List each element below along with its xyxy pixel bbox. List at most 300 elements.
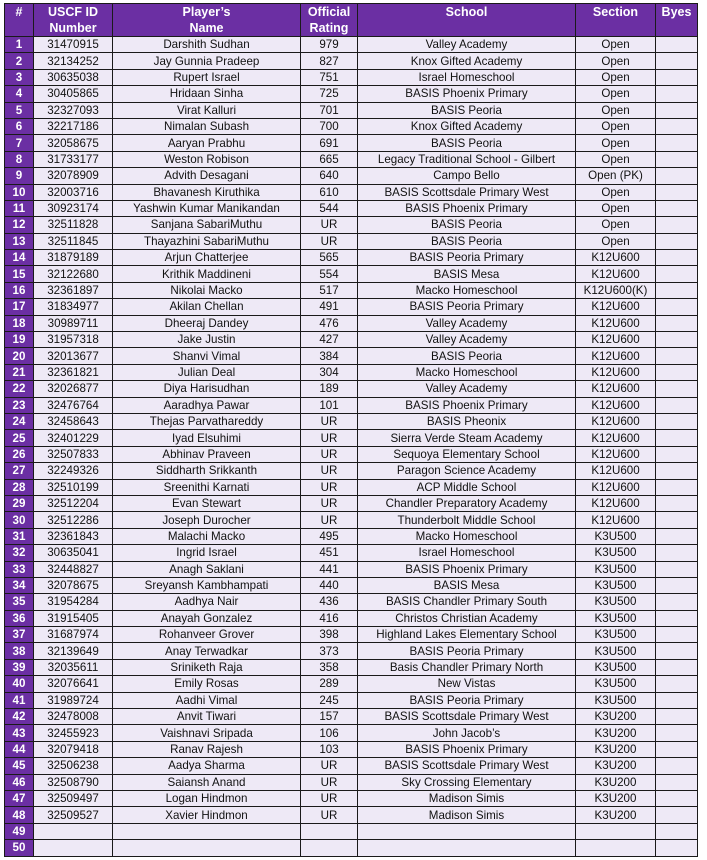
cell-uscf-id: 31957318 bbox=[34, 332, 113, 348]
cell-row-number: 12 bbox=[5, 217, 34, 233]
table-row bbox=[5, 299, 698, 315]
cell-section: K12U600 bbox=[576, 315, 656, 331]
cell-player-name: Nikolai Macko bbox=[113, 282, 301, 298]
cell-uscf-id: 31733177 bbox=[34, 151, 113, 167]
cell-rating: 358 bbox=[301, 659, 358, 675]
cell-byes bbox=[656, 479, 698, 495]
cell-row-number: 30 bbox=[5, 512, 34, 528]
cell-section: K3U500 bbox=[576, 528, 656, 544]
cell-section: K3U200 bbox=[576, 741, 656, 757]
header-section-text: Section bbox=[592, 5, 639, 19]
cell-row-number: 35 bbox=[5, 594, 34, 610]
cell-row-number: 11 bbox=[5, 200, 34, 216]
table-row bbox=[5, 725, 698, 741]
cell-school: Valley Academy bbox=[358, 381, 576, 397]
cell-player-name: Rupert Israel bbox=[113, 69, 301, 85]
cell-row-number: 2 bbox=[5, 53, 34, 69]
cell-row-number: 49 bbox=[5, 823, 34, 839]
header-rating-line2: Rating bbox=[309, 21, 349, 35]
table-row bbox=[5, 463, 698, 479]
cell-byes bbox=[656, 807, 698, 823]
cell-uscf-id: 32476764 bbox=[34, 397, 113, 413]
cell-uscf-id: 32327093 bbox=[34, 102, 113, 118]
cell-section: K12U600 bbox=[576, 430, 656, 446]
cell-row-number: 5 bbox=[5, 102, 34, 118]
table-row bbox=[5, 528, 698, 544]
cell-section: K3U200 bbox=[576, 807, 656, 823]
cell-player-name: Shanvi Vimal bbox=[113, 348, 301, 364]
cell-player-name: Dheeraj Dandey bbox=[113, 315, 301, 331]
cell-player-name: Thejas Parvathareddy bbox=[113, 413, 301, 429]
cell-row-number: 38 bbox=[5, 643, 34, 659]
cell-byes bbox=[656, 758, 698, 774]
player-roster-table bbox=[4, 3, 698, 857]
header-school bbox=[358, 4, 576, 37]
cell-rating: UR bbox=[301, 479, 358, 495]
cell-section: Open bbox=[576, 217, 656, 233]
cell-uscf-id: 32478008 bbox=[34, 709, 113, 725]
table-row bbox=[5, 495, 698, 511]
cell-rating: UR bbox=[301, 774, 358, 790]
cell-player-name: Anay Terwadkar bbox=[113, 643, 301, 659]
cell-row-number: 26 bbox=[5, 446, 34, 462]
cell-section: K3U500 bbox=[576, 610, 656, 626]
cell-uscf-id: 30635041 bbox=[34, 545, 113, 561]
cell-school: BASIS Mesa bbox=[358, 266, 576, 282]
cell-school: Sequoya Elementary School bbox=[358, 446, 576, 462]
cell-rating: 691 bbox=[301, 135, 358, 151]
cell-school: Basis Chandler Primary North bbox=[358, 659, 576, 675]
cell-uscf-id: 32026877 bbox=[34, 381, 113, 397]
cell-byes bbox=[656, 282, 698, 298]
cell-school: BASIS Scottsdale Primary West bbox=[358, 184, 576, 200]
cell-section: K12U600 bbox=[576, 397, 656, 413]
cell-school: BASIS Peoria bbox=[358, 135, 576, 151]
cell-school: Macko Homeschool bbox=[358, 282, 576, 298]
cell-row-number: 44 bbox=[5, 741, 34, 757]
cell-school: BASIS Peoria Primary bbox=[358, 692, 576, 708]
cell-player-name: Hridaan Sinha bbox=[113, 86, 301, 102]
header-byes bbox=[656, 4, 698, 37]
cell-byes bbox=[656, 168, 698, 184]
cell-uscf-id: 32511828 bbox=[34, 217, 113, 233]
cell-uscf-id: 32509527 bbox=[34, 807, 113, 823]
cell-section: K12U600 bbox=[576, 348, 656, 364]
cell-player-name: Aaradhya Pawar bbox=[113, 397, 301, 413]
cell-section: K12U600 bbox=[576, 413, 656, 429]
cell-uscf-id bbox=[34, 823, 113, 839]
cell-uscf-id bbox=[34, 840, 113, 856]
cell-byes bbox=[656, 299, 698, 315]
cell-section: Open bbox=[576, 118, 656, 134]
cell-byes bbox=[656, 463, 698, 479]
cell-player-name: Sreenithi Karnati bbox=[113, 479, 301, 495]
cell-byes bbox=[656, 790, 698, 806]
table-row bbox=[5, 823, 698, 839]
cell-rating: 373 bbox=[301, 643, 358, 659]
cell-row-number: 31 bbox=[5, 528, 34, 544]
cell-player-name: Aadhya Nair bbox=[113, 594, 301, 610]
cell-row-number: 39 bbox=[5, 659, 34, 675]
cell-school: BASIS Phoenix Primary bbox=[358, 561, 576, 577]
table-row bbox=[5, 102, 698, 118]
cell-row-number: 46 bbox=[5, 774, 34, 790]
header-uscf-line2: Number bbox=[49, 21, 97, 35]
cell-player-name: Krithik Maddineni bbox=[113, 266, 301, 282]
cell-uscf-id: 31834977 bbox=[34, 299, 113, 315]
cell-section: K12U600 bbox=[576, 299, 656, 315]
header-num-text: # bbox=[15, 5, 23, 19]
cell-rating: 491 bbox=[301, 299, 358, 315]
cell-uscf-id: 30405865 bbox=[34, 86, 113, 102]
cell-section: Open bbox=[576, 184, 656, 200]
cell-school: Chandler Preparatory Academy bbox=[358, 495, 576, 511]
cell-section: Open bbox=[576, 69, 656, 85]
cell-section: K3U200 bbox=[576, 790, 656, 806]
cell-section: K3U500 bbox=[576, 627, 656, 643]
cell-byes bbox=[656, 135, 698, 151]
cell-player-name: Virat Kalluri bbox=[113, 102, 301, 118]
cell-rating: 304 bbox=[301, 364, 358, 380]
table-row bbox=[5, 512, 698, 528]
cell-section: K12U600 bbox=[576, 364, 656, 380]
cell-uscf-id: 32078909 bbox=[34, 168, 113, 184]
cell-player-name: Nimalan Subash bbox=[113, 118, 301, 134]
cell-player-name bbox=[113, 840, 301, 856]
cell-row-number: 48 bbox=[5, 807, 34, 823]
cell-uscf-id: 32506238 bbox=[34, 758, 113, 774]
table-row bbox=[5, 709, 698, 725]
cell-uscf-id: 32508790 bbox=[34, 774, 113, 790]
cell-player-name: Sriniketh Raja bbox=[113, 659, 301, 675]
cell-player-name: Saiansh Anand bbox=[113, 774, 301, 790]
cell-school: BASIS Peoria bbox=[358, 102, 576, 118]
cell-uscf-id: 32035611 bbox=[34, 659, 113, 675]
cell-byes bbox=[656, 840, 698, 856]
cell-rating: 554 bbox=[301, 266, 358, 282]
table-row bbox=[5, 659, 698, 675]
cell-uscf-id: 31954284 bbox=[34, 594, 113, 610]
cell-byes bbox=[656, 397, 698, 413]
header-section bbox=[576, 4, 656, 37]
cell-school: Knox Gifted Academy bbox=[358, 53, 576, 69]
cell-rating: 517 bbox=[301, 282, 358, 298]
cell-section: Open (PK) bbox=[576, 168, 656, 184]
cell-school: Israel Homeschool bbox=[358, 545, 576, 561]
cell-row-number: 34 bbox=[5, 577, 34, 593]
cell-row-number: 32 bbox=[5, 545, 34, 561]
cell-school: ACP Middle School bbox=[358, 479, 576, 495]
cell-uscf-id: 32134252 bbox=[34, 53, 113, 69]
cell-rating: 106 bbox=[301, 725, 358, 741]
cell-player-name: Diya Harisudhan bbox=[113, 381, 301, 397]
cell-byes bbox=[656, 725, 698, 741]
table-row bbox=[5, 37, 698, 53]
cell-row-number: 20 bbox=[5, 348, 34, 364]
cell-byes bbox=[656, 381, 698, 397]
cell-uscf-id: 32013677 bbox=[34, 348, 113, 364]
header-row bbox=[5, 4, 698, 37]
cell-row-number: 22 bbox=[5, 381, 34, 397]
cell-player-name: Vaishnavi Sripada bbox=[113, 725, 301, 741]
cell-player-name: Darshith Sudhan bbox=[113, 37, 301, 53]
cell-school: Paragon Science Academy bbox=[358, 463, 576, 479]
cell-school: BASIS Chandler Primary South bbox=[358, 594, 576, 610]
cell-byes bbox=[656, 692, 698, 708]
cell-school: Madison Simis bbox=[358, 807, 576, 823]
table-row bbox=[5, 118, 698, 134]
table-row bbox=[5, 381, 698, 397]
cell-rating bbox=[301, 840, 358, 856]
cell-section: K12U600 bbox=[576, 381, 656, 397]
cell-rating: 451 bbox=[301, 545, 358, 561]
table-row bbox=[5, 86, 698, 102]
cell-row-number: 33 bbox=[5, 561, 34, 577]
cell-uscf-id: 31879189 bbox=[34, 250, 113, 266]
cell-section: K12U600 bbox=[576, 250, 656, 266]
cell-rating: 436 bbox=[301, 594, 358, 610]
cell-byes bbox=[656, 676, 698, 692]
cell-rating: 979 bbox=[301, 37, 358, 53]
cell-uscf-id: 32511845 bbox=[34, 233, 113, 249]
cell-byes bbox=[656, 495, 698, 511]
cell-player-name: Evan Stewart bbox=[113, 495, 301, 511]
cell-byes bbox=[656, 577, 698, 593]
cell-section: K12U600 bbox=[576, 495, 656, 511]
header-name-line2: Name bbox=[189, 21, 224, 35]
header-player-name bbox=[113, 4, 301, 37]
table-row bbox=[5, 413, 698, 429]
cell-uscf-id: 32361821 bbox=[34, 364, 113, 380]
cell-player-name: Anagh Saklani bbox=[113, 561, 301, 577]
cell-school: BASIS Phoenix Primary bbox=[358, 741, 576, 757]
cell-school: BASIS Phoenix Primary bbox=[358, 86, 576, 102]
cell-rating: 101 bbox=[301, 397, 358, 413]
cell-school: BASIS Peoria Primary bbox=[358, 643, 576, 659]
table-row bbox=[5, 545, 698, 561]
cell-school: BASIS Peoria bbox=[358, 233, 576, 249]
cell-row-number: 27 bbox=[5, 463, 34, 479]
header-name-line1: Player’s bbox=[182, 5, 231, 19]
cell-school: BASIS Peoria bbox=[358, 217, 576, 233]
cell-player-name: Emily Rosas bbox=[113, 676, 301, 692]
cell-section: K12U600 bbox=[576, 479, 656, 495]
table-row bbox=[5, 577, 698, 593]
cell-uscf-id: 32078675 bbox=[34, 577, 113, 593]
cell-row-number: 42 bbox=[5, 709, 34, 725]
cell-school: BASIS Peoria bbox=[358, 348, 576, 364]
cell-uscf-id: 30635038 bbox=[34, 69, 113, 85]
cell-rating: UR bbox=[301, 807, 358, 823]
cell-section: K3U200 bbox=[576, 758, 656, 774]
cell-byes bbox=[656, 217, 698, 233]
cell-byes bbox=[656, 774, 698, 790]
cell-section: K3U200 bbox=[576, 709, 656, 725]
cell-section: K12U600 bbox=[576, 332, 656, 348]
cell-school: Knox Gifted Academy bbox=[358, 118, 576, 134]
cell-player-name: Weston Robison bbox=[113, 151, 301, 167]
table-row bbox=[5, 643, 698, 659]
cell-player-name: Malachi Macko bbox=[113, 528, 301, 544]
cell-section: K3U500 bbox=[576, 577, 656, 593]
cell-rating: 751 bbox=[301, 69, 358, 85]
cell-school: Thunderbolt Middle School bbox=[358, 512, 576, 528]
cell-player-name: Xavier Hindmon bbox=[113, 807, 301, 823]
cell-byes bbox=[656, 348, 698, 364]
cell-player-name: Jake Justin bbox=[113, 332, 301, 348]
cell-player-name: Advith Desagani bbox=[113, 168, 301, 184]
cell-section: Open bbox=[576, 200, 656, 216]
cell-player-name: Sreyansh Kambhampati bbox=[113, 577, 301, 593]
cell-school: BASIS Scottsdale Primary West bbox=[358, 709, 576, 725]
cell-byes bbox=[656, 102, 698, 118]
cell-school: Highland Lakes Elementary School bbox=[358, 627, 576, 643]
cell-player-name: Aadhi Vimal bbox=[113, 692, 301, 708]
cell-row-number: 8 bbox=[5, 151, 34, 167]
cell-byes bbox=[656, 823, 698, 839]
cell-rating: UR bbox=[301, 217, 358, 233]
cell-section: K12U600(K) bbox=[576, 282, 656, 298]
cell-byes bbox=[656, 250, 698, 266]
cell-player-name: Sanjana SabariMuthu bbox=[113, 217, 301, 233]
table-row bbox=[5, 397, 698, 413]
cell-byes bbox=[656, 151, 698, 167]
cell-byes bbox=[656, 266, 698, 282]
cell-byes bbox=[656, 315, 698, 331]
cell-row-number: 16 bbox=[5, 282, 34, 298]
table-row bbox=[5, 332, 698, 348]
cell-player-name: Ingrid Israel bbox=[113, 545, 301, 561]
cell-byes bbox=[656, 200, 698, 216]
table-row bbox=[5, 594, 698, 610]
cell-section: K3U500 bbox=[576, 545, 656, 561]
cell-school: Sky Crossing Elementary bbox=[358, 774, 576, 790]
table-row bbox=[5, 774, 698, 790]
cell-rating: 610 bbox=[301, 184, 358, 200]
cell-section: Open bbox=[576, 151, 656, 167]
cell-section bbox=[576, 823, 656, 839]
table-row bbox=[5, 790, 698, 806]
header-school-text: School bbox=[445, 5, 488, 19]
cell-byes bbox=[656, 594, 698, 610]
cell-byes bbox=[656, 659, 698, 675]
cell-uscf-id: 32448827 bbox=[34, 561, 113, 577]
cell-row-number: 40 bbox=[5, 676, 34, 692]
cell-uscf-id: 31915405 bbox=[34, 610, 113, 626]
table-row bbox=[5, 200, 698, 216]
cell-uscf-id: 32217186 bbox=[34, 118, 113, 134]
header-rating-line1: Official bbox=[307, 5, 351, 19]
table-row bbox=[5, 282, 698, 298]
table-row bbox=[5, 348, 698, 364]
cell-row-number: 25 bbox=[5, 430, 34, 446]
cell-section: K3U500 bbox=[576, 676, 656, 692]
cell-section: K3U500 bbox=[576, 659, 656, 675]
table-row bbox=[5, 184, 698, 200]
cell-uscf-id: 30923174 bbox=[34, 200, 113, 216]
cell-school: Macko Homeschool bbox=[358, 528, 576, 544]
cell-byes bbox=[656, 446, 698, 462]
cell-row-number: 17 bbox=[5, 299, 34, 315]
table-header bbox=[5, 4, 698, 37]
cell-rating: 416 bbox=[301, 610, 358, 626]
table-row bbox=[5, 135, 698, 151]
cell-section: K3U200 bbox=[576, 725, 656, 741]
cell-school: Christos Christian Academy bbox=[358, 610, 576, 626]
cell-section bbox=[576, 840, 656, 856]
cell-rating: 665 bbox=[301, 151, 358, 167]
table-row bbox=[5, 69, 698, 85]
cell-byes bbox=[656, 364, 698, 380]
cell-school: John Jacob’s bbox=[358, 725, 576, 741]
cell-rating bbox=[301, 823, 358, 839]
cell-row-number: 47 bbox=[5, 790, 34, 806]
cell-byes bbox=[656, 53, 698, 69]
cell-section: K3U500 bbox=[576, 692, 656, 708]
cell-rating: UR bbox=[301, 413, 358, 429]
cell-rating: 103 bbox=[301, 741, 358, 757]
cell-section: Open bbox=[576, 37, 656, 53]
cell-rating: UR bbox=[301, 430, 358, 446]
cell-player-name: Yashwin Kumar Manikandan bbox=[113, 200, 301, 216]
cell-uscf-id: 32458643 bbox=[34, 413, 113, 429]
cell-row-number: 36 bbox=[5, 610, 34, 626]
cell-school: Valley Academy bbox=[358, 332, 576, 348]
cell-rating: 289 bbox=[301, 676, 358, 692]
cell-rating: 495 bbox=[301, 528, 358, 544]
cell-player-name: Joseph Durocher bbox=[113, 512, 301, 528]
cell-player-name: Siddharth Srikkanth bbox=[113, 463, 301, 479]
table-row bbox=[5, 217, 698, 233]
table-row bbox=[5, 53, 698, 69]
cell-row-number: 4 bbox=[5, 86, 34, 102]
cell-row-number: 24 bbox=[5, 413, 34, 429]
cell-uscf-id: 32249326 bbox=[34, 463, 113, 479]
cell-row-number: 29 bbox=[5, 495, 34, 511]
table-row bbox=[5, 250, 698, 266]
cell-school: Israel Homeschool bbox=[358, 69, 576, 85]
cell-uscf-id: 31989724 bbox=[34, 692, 113, 708]
cell-uscf-id: 32509497 bbox=[34, 790, 113, 806]
cell-rating: 398 bbox=[301, 627, 358, 643]
cell-uscf-id: 32003716 bbox=[34, 184, 113, 200]
cell-rating: 157 bbox=[301, 709, 358, 725]
cell-uscf-id: 32512286 bbox=[34, 512, 113, 528]
cell-row-number: 3 bbox=[5, 69, 34, 85]
table-row bbox=[5, 840, 698, 856]
table-row bbox=[5, 692, 698, 708]
cell-byes bbox=[656, 184, 698, 200]
cell-section: K3U500 bbox=[576, 561, 656, 577]
table-row bbox=[5, 446, 698, 462]
cell-rating: 701 bbox=[301, 102, 358, 118]
cell-rating: UR bbox=[301, 495, 358, 511]
cell-section: Open bbox=[576, 135, 656, 151]
cell-row-number: 9 bbox=[5, 168, 34, 184]
cell-school: Valley Academy bbox=[358, 37, 576, 53]
cell-player-name: Bhavanesh Kiruthika bbox=[113, 184, 301, 200]
cell-byes bbox=[656, 430, 698, 446]
table-row bbox=[5, 168, 698, 184]
cell-school: BASIS Phoenix Primary bbox=[358, 200, 576, 216]
cell-rating: UR bbox=[301, 758, 358, 774]
cell-byes bbox=[656, 118, 698, 134]
cell-uscf-id: 32455923 bbox=[34, 725, 113, 741]
cell-uscf-id: 32122680 bbox=[34, 266, 113, 282]
cell-school: BASIS Pheonix bbox=[358, 413, 576, 429]
cell-rating: 476 bbox=[301, 315, 358, 331]
cell-school: Sierra Verde Steam Academy bbox=[358, 430, 576, 446]
